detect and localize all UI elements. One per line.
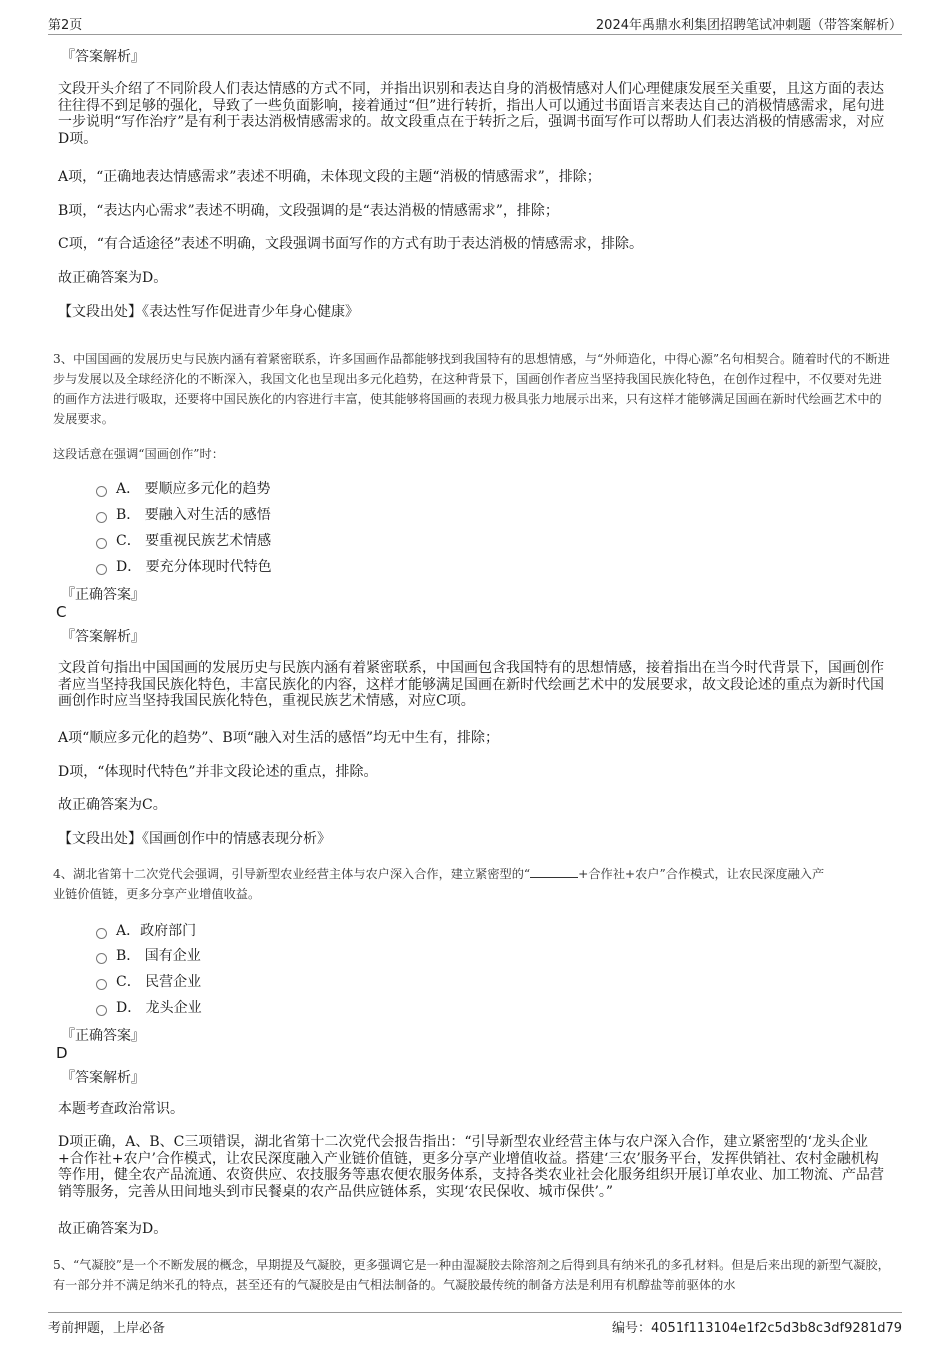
radio-icon[interactable] <box>96 486 107 497</box>
q2-source-label: 【文段出处】 <box>58 304 142 320</box>
q3-question: 这段话意在强调“国画创作”时： <box>53 447 224 461</box>
q3-stem: 3、中国国画的发展历史与民族内涵有着紧密联系，许多国画作品都能够找到我国特有的思想情感，与“外师造化，中得心源”名句相契合。随着时代的不断进步与发展以及全球经济化的不断深入，我国文化也呈现出多元化趋势，在这种背景下，国画创作者应当坚持我国民族化特色，在创作过程中，不仅要对先进的画作方法进行吸取，还要将中国民族化的内容进行丰富，使其能够将国画的表现力极具张力地展示出来，只有这样才能够满足国画在新时代绘画艺术中的发展要求。 <box>53 352 890 426</box>
q4-conclusion: 故正确答案为D。 <box>58 1221 168 1237</box>
radio-icon[interactable] <box>96 953 107 964</box>
q3-note-ab: A项“顺应多元化的趋势”、B项“融入对生活的感悟”均无中生有，排除； <box>58 730 500 746</box>
q3-option-b[interactable]: B． 要融入对生活的感悟 <box>96 504 271 524</box>
page-number: 第2页 <box>48 18 83 33</box>
radio-icon[interactable] <box>96 928 107 939</box>
document-id: 编号：4051f113104e1f2c5d3b8c3df9281d79 <box>612 1321 902 1336</box>
q5-stem: 5、“气凝胶”是一个不断发展的概念，早期提及气凝胶，更多强调它是一种由湿凝胶去除溶剂之后得到具有纳米孔的多孔材料。但是后来出现的新型气凝胶，有一部分并不满足纳米孔的特点，甚至还有的气凝胶是由气相法制备的。气凝胶最传统的制备方法是利用有机醇盐等前驱体的水 <box>53 1258 890 1292</box>
q3-source-title: 《国画创作中的情感表现分析》 <box>142 831 331 847</box>
q4-option-c[interactable]: C． 民营企业 <box>96 971 201 991</box>
radio-icon[interactable] <box>96 538 107 549</box>
q2-note-c: C项，“有合适途径”表述不明确，文段强调书面写作的方式有助于表达消极的情感需求，排除。 <box>58 236 644 252</box>
q2-source-title: 《表达性写作促进青少年身心健康》 <box>142 304 359 320</box>
q3-source-label: 【文段出处】 <box>58 831 142 847</box>
radio-icon[interactable] <box>96 564 107 575</box>
q4-option-b[interactable]: B． 国有企业 <box>96 945 201 965</box>
document-title: 2024年禹鼎水利集团招聘笔试冲刺题（带答案解析） <box>595 18 902 33</box>
q3-analysis-text: 文段首句指出中国国画的发展历史与民族内涵有着紧密联系，中国画包含我国特有的思想情感，接着指出在当今时代背景下，国画创作者应当坚持我国民族化特色，丰富民族化的内容，这样才能够满足国画在新时代绘画艺术中的发展要求，故文段论述的重点为新时代国画创作时应当坚持我国民族化特色，重视民族艺术情感，对应C项。 <box>58 660 884 709</box>
q4-stem: 4、湖北省第十二次党代会强调，引导新型农业经营主体与农户深入合作，建立紧密型的“ +合作社+农户”合作模式，让农民深度融入产 业链价值链，更多分享产业增值收益。 <box>53 867 825 901</box>
q4-analysis-label: 『答案解析』 <box>61 1070 145 1086</box>
radio-icon[interactable] <box>96 979 107 990</box>
q3-note-d: D项，“体现时代特色”并非文段论述的重点，排除。 <box>58 764 378 780</box>
radio-icon[interactable] <box>96 1005 107 1016</box>
q4-answer-label: 『正确答案』 <box>61 1028 145 1044</box>
radio-icon[interactable] <box>96 512 107 523</box>
q4-answer: D <box>56 1044 68 1062</box>
page-footer <box>48 1312 902 1335</box>
q3-analysis-label: 『答案解析』 <box>61 629 145 645</box>
q3-option-c[interactable]: C． 要重视民族艺术情感 <box>96 530 271 550</box>
q2-analysis-label: 『答案解析』 <box>61 49 145 65</box>
q2-conclusion: 故正确答案为D。 <box>58 270 168 286</box>
page-header <box>48 12 902 35</box>
q3-option-d[interactable]: D． 要充分体现时代特色 <box>96 556 272 576</box>
fill-blank <box>530 865 578 878</box>
q4-option-d[interactable]: D． 龙头企业 <box>96 997 202 1017</box>
q3-option-a[interactable]: A． 要顺应多元化的趋势 <box>96 478 271 498</box>
q2-note-b: B项，“表达内心需求”表述不明确，文段强调的是“表达消极的情感需求”，排除； <box>58 203 559 219</box>
q2-note-a: A项，“正确地表达情感需求”表述不明确，未体现文段的主题“消极的情感需求”，排除； <box>58 169 601 185</box>
q2-analysis-text: 文段开头介绍了不同阶段人们表达情感的方式不同，并指出识别和表达自身的消极情感对人们心理健康发展至关重要，且这方面的表达往往得不到足够的强化，导致了一些负面影响，接着通过“但”进行转折，指出人可以通过书面语言来表达自己的消极情感需求，尾句进一步说明“写作治疗”是有利于表达消极情感需求的。故文段重点在于转折之后，强调书面写作可以帮助人们表达消极的情感需求，对应D项。 <box>58 81 885 147</box>
q3-source <box>58 831 888 848</box>
q4-intro: 本题考查政治常识。 <box>58 1101 184 1117</box>
q3-answer: C <box>56 603 67 621</box>
q2-source <box>58 304 888 321</box>
footer-slogan: 考前押题，上岸必备 <box>48 1321 166 1336</box>
q3-conclusion: 故正确答案为C。 <box>58 797 167 813</box>
q3-answer-label: 『正确答案』 <box>61 587 145 603</box>
q4-option-a[interactable]: A．政府部门 <box>96 920 196 940</box>
q4-analysis-text: D项正确，A、B、C三项错误，湖北省第十二次党代会报告指出：“引导新型农业经营主体与农户深入合作，建立紧密型的‘龙头企业+合作社+农户’合作模式，让农民深度融入产业链价值链，更多分享产业增值收益。搭建‘三农’服务平台，发挥供销社、农村金融机构等作用，健全农产品流通、农资供应、农技服务等惠农便农服务体系，支持各类农业社会化服务组织开展订单农业、加工物流、产品营销等服务，完善从田间地头到市民餐桌的农产品供应链体系，实现‘农民保收、城市保供’。” <box>58 1134 884 1200</box>
